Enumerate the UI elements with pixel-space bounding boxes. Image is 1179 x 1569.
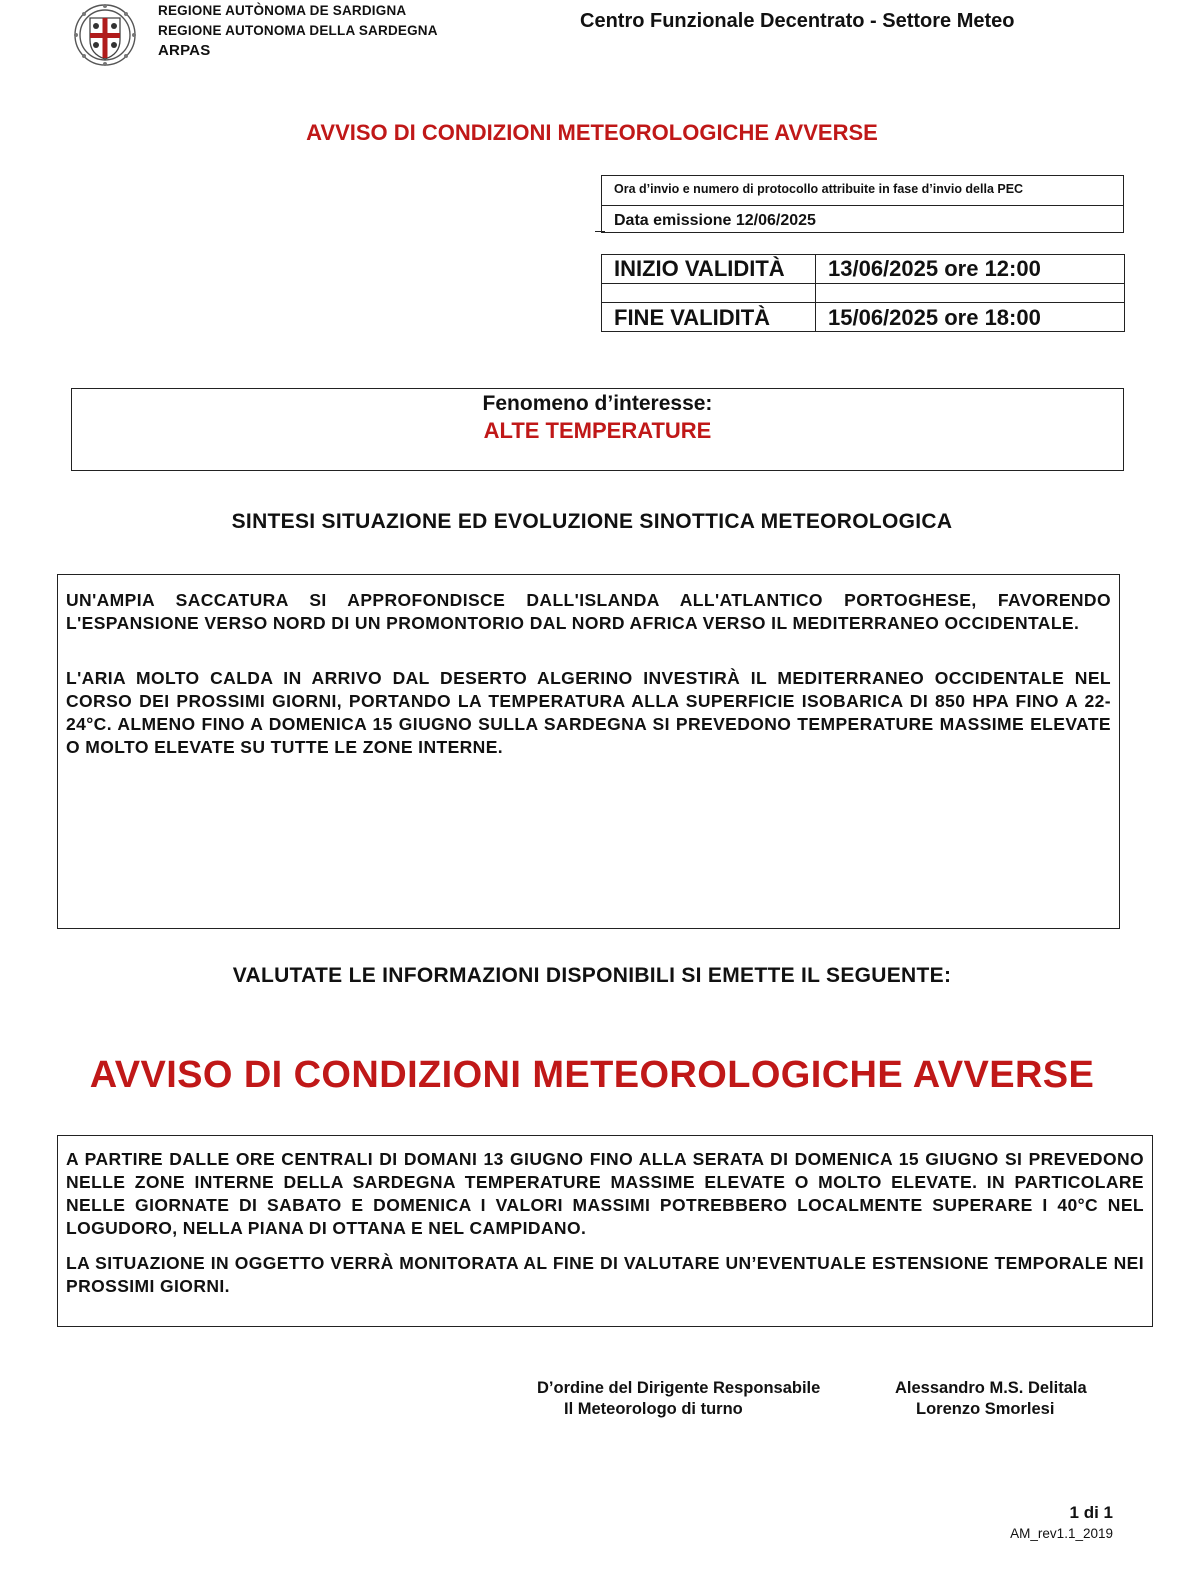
phenomenon-label: Fenomeno d’interesse:: [482, 392, 713, 415]
document-title: AVVISO DI CONDIZIONI METEOROLOGICHE AVVERSE: [306, 120, 878, 145]
signature-role-line-1: D’ordine del Dirigente Responsabile: [537, 1379, 821, 1397]
org-line-1: REGIONE AUTÒNOMA DE SARDIGNA: [158, 3, 407, 18]
validity-end-value: 15/06/2025 ore 18:00: [828, 305, 1041, 330]
synoptic-heading: SINTESI SITUAZIONE ED EVOLUZIONE SINOTTICA METEOROLOGICA: [231, 510, 953, 533]
synoptic-box: [57, 574, 1120, 929]
phenomenon-value: ALTE TEMPERATURE: [483, 418, 712, 443]
emission-rule: [595, 231, 605, 232]
document-code: AM_rev1.1_2019: [1010, 1526, 1113, 1541]
validity-start-value: 13/06/2025 ore 12:00: [828, 256, 1041, 281]
validity-table: [601, 254, 1125, 332]
signature-name-2: Lorenzo Smorlesi: [916, 1400, 1055, 1418]
centre-title: Centro Funzionale Decentrato - Settore Meteo: [580, 10, 1015, 32]
emission-note: Ora d’invio e numero di protocollo attribuite in fase d’invio della PEC: [614, 182, 1024, 196]
evaluation-heading: VALUTATE LE INFORMAZIONI DISPONIBILI SI EMETTE IL SEGUENTE:: [232, 964, 952, 987]
synoptic-paragraph: L'ARIA MOLTO CALDA IN ARRIVO DAL DESERTO ALGERINO INVESTIRÀ IL MEDITERRANEO OCCIDENTALE NEL CORSO DEI PROSSIMI GIORNI, PORTANDO LA TEMPERATURA ALLA SUPERFICIE ISOBARICA DI 850 HPA FINO A 22-24°C. ALMENO FINO A DOMENICA 15 GIUGNO SULLA SARDEGNA SI PREVEDONO TEMPERATURE MASSIME ELEVATE O MOLTO ELEVATE SU TUTTE LE ZONE INTERNE.: [66, 668, 1111, 757]
page-number: 1 di 1: [1069, 1503, 1113, 1522]
validity-start-label: INIZIO VALIDITÀ: [614, 256, 785, 281]
warning-paragraph: LA SITUAZIONE IN OGGETTO VERRÀ MONITORATA AL FINE DI VALUTARE UN’EVENTUALE ESTENSIONE TEMPORALE NEI PROSSIMI GIORNI.: [66, 1253, 1144, 1296]
org-line-2: REGIONE AUTONOMA DELLA SARDEGNA: [158, 23, 438, 38]
emission-box: [601, 175, 1124, 233]
synoptic-paragraph: UN'AMPIA SACCATURA SI APPROFONDISCE DALL'ISLANDA ALL'ATLANTICO PORTOGHESE, FAVORENDO L'ESPANSIONE VERSO NORD DI UN PROMONTORIO DAL NORD AFRICA VERSO IL MEDITERRANEO OCCIDENTALE.: [66, 590, 1111, 633]
emission-date: Data emissione 12/06/2025: [614, 212, 816, 229]
sardinia-coat-of-arms-icon: [70, 2, 140, 68]
signature-role-line-2: Il Meteorologo di turno: [564, 1400, 743, 1418]
signature-name-1: Alessandro M.S. Delitala: [895, 1379, 1087, 1397]
warning-paragraph: A PARTIRE DALLE ORE CENTRALI DI DOMANI 13 GIUGNO FINO ALLA SERATA DI DOMENICA 15 GIUGNO SI PREVEDONO NELLE ZONE INTERNE DELLA SARDEGNA TEMPERATURE MASSIME ELEVATE O MOLTO ELEVATE. IN PARTICOLARE NELLE GIORNATE DI SABATO E DOMENICA I VALORI MASSIMI POTREBBERO LOCALMENTE SUPERARE I 40°C NEL LOGUDORO, NELLA PIANA DI OTTANA E NEL CAMPIDANO.: [66, 1149, 1144, 1238]
validity-row-divider: [602, 302, 1124, 303]
org-line-3: ARPAS: [158, 42, 211, 59]
validity-end-label: FINE VALIDITÀ: [614, 305, 771, 330]
validity-row-divider: [602, 283, 1124, 284]
emission-divider: [602, 205, 1123, 206]
warning-box: [57, 1135, 1153, 1327]
validity-column-divider: [815, 255, 816, 331]
phenomenon-box: [71, 388, 1124, 471]
warning-title: AVVISO DI CONDIZIONI METEOROLOGICHE AVVERSE: [89, 1054, 1095, 1096]
